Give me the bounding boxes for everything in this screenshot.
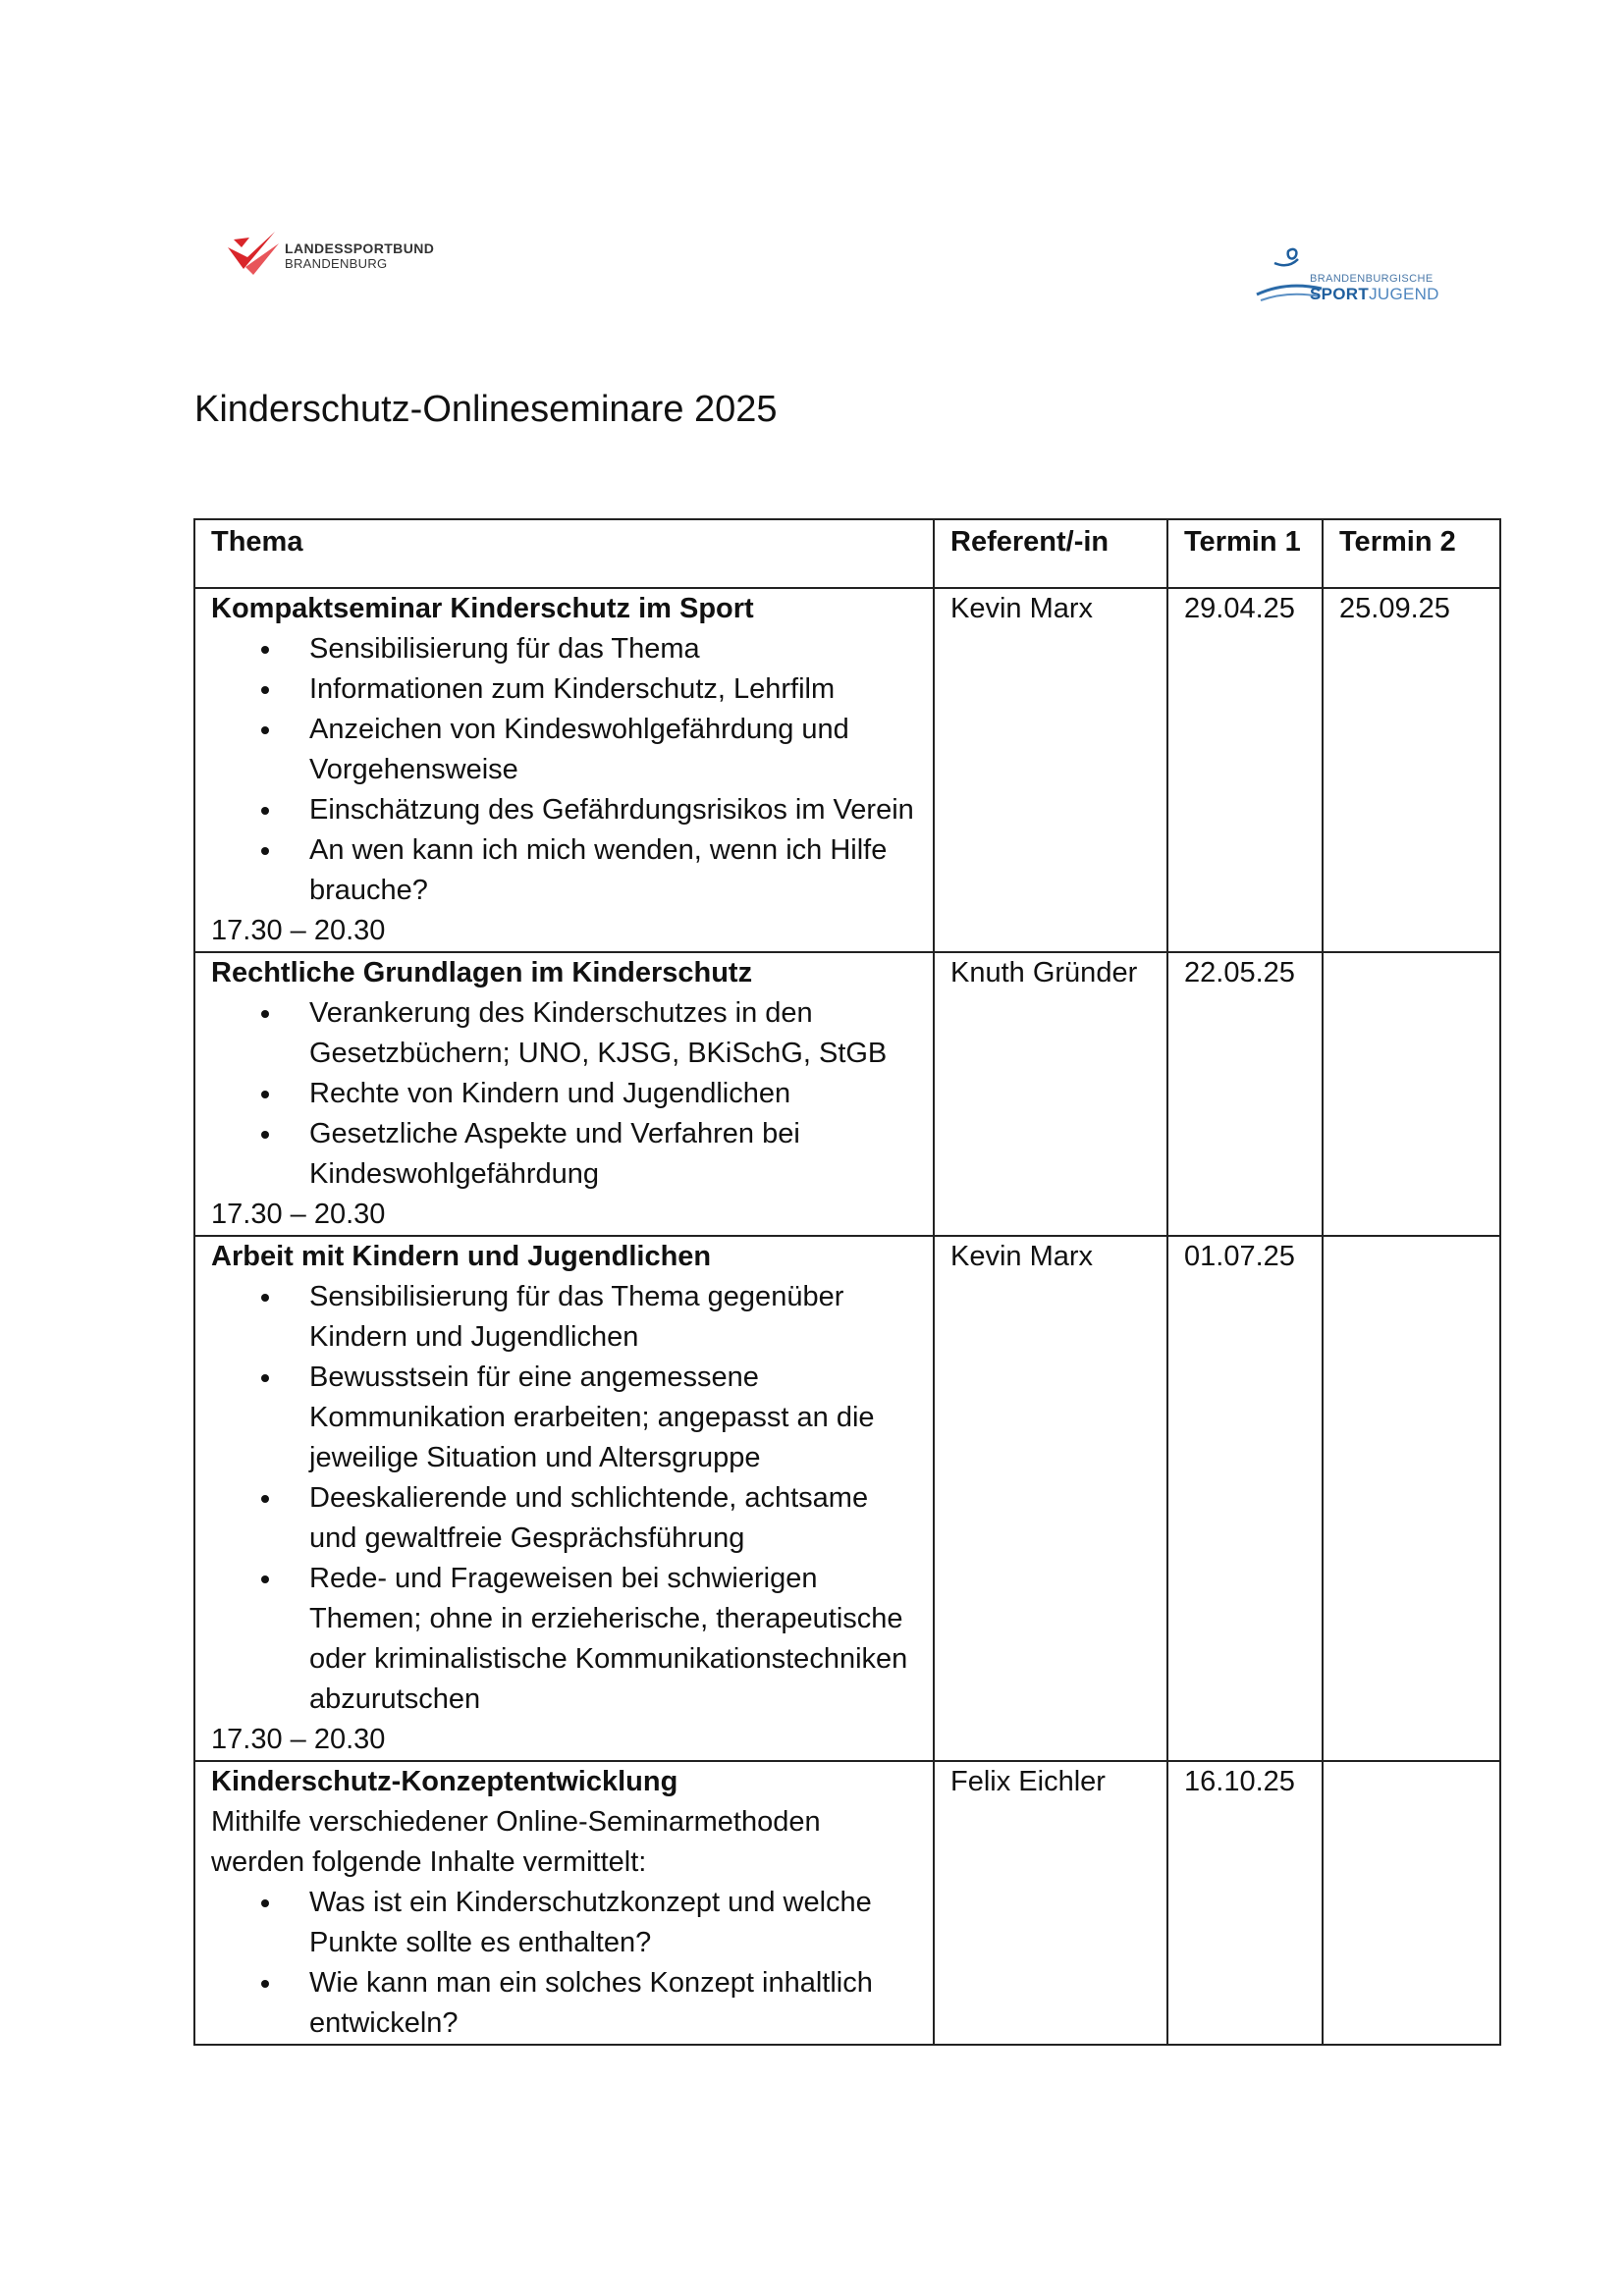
seminar-time: 17.30 – 20.30 [211,1199,386,1230]
table-row [194,588,1500,952]
topic-item: Wie kann man ein solches Konzept inhaltlich entwickeln? [309,1963,919,2044]
thema-cell [194,588,934,952]
topic-list [211,1883,919,2044]
header-referent: Referent/-in [934,519,1167,588]
logo-right-line2 [1310,286,1439,303]
thema-cell [194,1761,934,2045]
header-thema: Thema [194,519,934,588]
topic-list [211,993,919,1195]
termin2-cell: 25.09.25 [1323,588,1500,952]
topic-item: Verankerung des Kinderschutzes in den Gesetzbüchern; UNO, KJSG, BKiSchG, StGB [309,993,919,1074]
seminar-title: Kompaktseminar Kinderschutz im Sport [211,593,754,624]
seminar-table [193,518,1501,2046]
termin1-cell: 16.10.25 [1167,1761,1323,2045]
topic-item: Einschätzung des Gefährdungsrisikos im Verein [309,790,919,830]
termin1-cell: 22.05.25 [1167,952,1323,1236]
referent-cell: Kevin Marx [934,1236,1167,1761]
landessportbund-logo [224,222,450,291]
header-termin1: Termin 1 [1167,519,1323,588]
topic-item: Rechte von Kindern und Jugendlichen [309,1074,919,1114]
landessportbund-emblem-icon [224,226,283,285]
termin2-cell [1323,1761,1500,2045]
logo-left-line1: LANDESSPORTBUND [285,240,435,256]
topic-item: Deeskalierende und schlichtende, achtsame und gewaltfreie Gesprächsführung [309,1478,919,1559]
seminar-time: 17.30 – 20.30 [211,1724,386,1755]
seminar-time: 17.30 – 20.30 [211,915,386,946]
referent-cell: Felix Eichler [934,1761,1167,2045]
referent-cell: Knuth Gründer [934,952,1167,1236]
seminar-title: Kinderschutz-Konzeptentwicklung [211,1766,678,1797]
topic-item: An wen kann ich mich wenden, wenn ich Hilfe brauche? [309,830,919,911]
termin1-cell: 01.07.25 [1167,1236,1323,1761]
table-row [194,1236,1500,1761]
topic-list [211,1277,919,1720]
termin2-cell [1323,952,1500,1236]
thema-cell [194,952,934,1236]
topic-item: Rede- und Frageweisen bei schwierigen Themen; ohne in erzieherische, therapeutische oder kriminalistische Kommunikationstechniken abzurutschen [309,1559,919,1720]
seminar-title: Rechtliche Grundlagen im Kinderschutz [211,957,753,988]
header-termin2: Termin 2 [1323,519,1500,588]
seminar-intro: Mithilfe verschiedener Online-Seminarmethoden werden folgende Inhalte vermittelt: [211,1806,821,1878]
referent-cell: Kevin Marx [934,588,1167,952]
table-header-row [194,519,1500,588]
table-row [194,1761,1500,2045]
sportjugend-logo [1255,245,1451,314]
logo-left-line2: BRANDENBURG [285,256,388,271]
topic-item: Bewusstsein für eine angemessene Kommunikation erarbeiten; angepasst an die jeweilige Situation und Altersgruppe [309,1358,919,1478]
topic-item: Was ist ein Kinderschutzkonzept und welche Punkte sollte es enthalten? [309,1883,919,1963]
seminar-title: Arbeit mit Kindern und Jugendlichen [211,1241,712,1272]
topic-item: Informationen zum Kinderschutz, Lehrfilm [309,669,919,710]
logo-right-sport: SPORT [1310,285,1370,303]
logo-right-line1: BRANDENBURGISCHE [1310,273,1434,285]
document-title: Kinderschutz-Onlineseminare 2025 [194,389,778,430]
logo-right-jugend: JUGEND [1369,285,1439,303]
topic-item: Sensibilisierung für das Thema gegenüber Kindern und Jugendlichen [309,1277,919,1358]
topic-item: Anzeichen von Kindeswohlgefährdung und Vorgehensweise [309,710,919,790]
thema-cell [194,1236,934,1761]
termin1-cell: 29.04.25 [1167,588,1323,952]
table-row [194,952,1500,1236]
termin2-cell [1323,1236,1500,1761]
topic-item: Sensibilisierung für das Thema [309,629,919,669]
topic-list [211,629,919,911]
topic-item: Gesetzliche Aspekte und Verfahren bei Kindeswohlgefährdung [309,1114,919,1195]
